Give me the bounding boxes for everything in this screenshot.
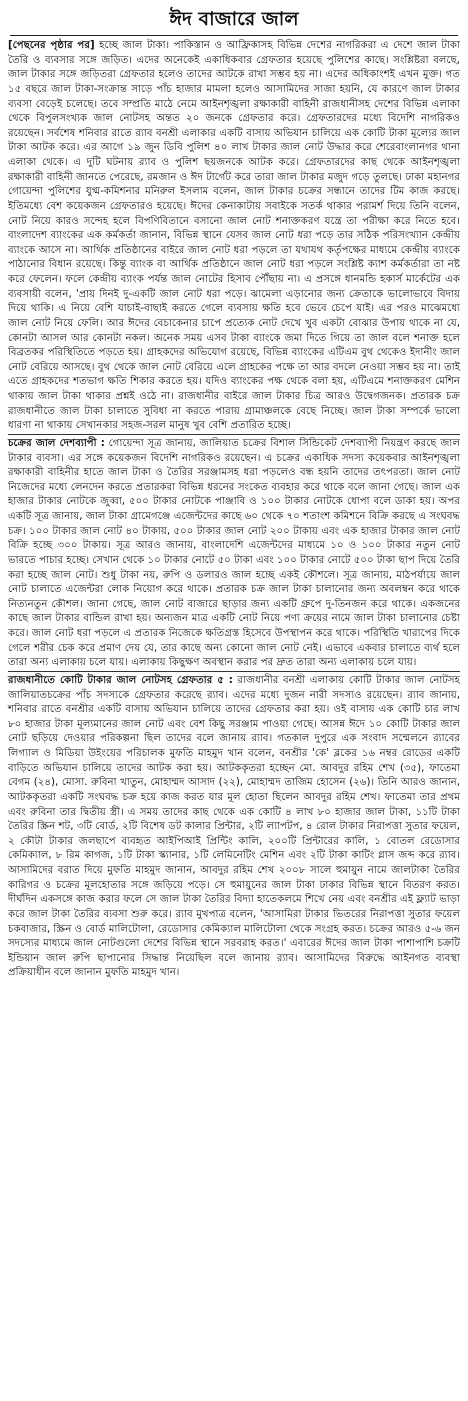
section-heading-network: চক্রের জাল দেশব্যাপী : (8, 437, 105, 449)
article-body (4, 39, 464, 981)
article-paragraph-network (8, 434, 460, 671)
section-heading-arrest: রাজধানীতে কোটি টাকার জাল নোটসহ গ্রেফতার ৫ : (8, 674, 233, 686)
paragraph-text: রাজধানীর বনশ্রী এলাকায় কোটি টাকার জাল নোটসহ জালিয়াতচক্রের পাঁচ সদস্যকে গ্রেফতার করেছে র‌্যাব। এদের মধ্যে দুজন নারী সদস্যও রয়েছেন। র‌্যাব জানায়, শনিবার রাতে বনশ্রীর একটি বাসায় অভিযান চালিয়ে তাদের গ্রেফতার করা হয়। ওই বাসায় এক কোটি চার লাখ ৮০ হাজার টাকা মূল্যমানের জাল নোট এবং বেশ কিছু সরঞ্জাম পাওয়া গেছে। আসন্ন ঈদে ১০ কোটি টাকার জাল নোট ছড়িয়ে দেওয়ার পরিকল্পনা ছিল তাদের বলে জানায় র‌্যাব। গতকাল দুপুরে এক সংবাদ সম্মেলনে র‌্যাবের লিগ্যাল ও মিডিয়া উইংয়ের পরিচালক মুফতি মাহমুদ খান বলেন, বনশ্রীর 'কে' ব্লকের ১৬ নম্বর রোডের একটি বাড়িতে অভিযান চালিয়ে তাদের আটক করা হয়। আটককৃতরা হচ্ছেন মো. আবদুর রহিম শেখ (৩৫), ফাতেমা বেগম (২৪), মোসা. রুবিনা খাতুন, মোহাম্মদ আসাদ (২২), মোহাম্মদ তাজিম হোসেন (২৬)। তিনি আরও জানান, আটককৃতরা একটি সংঘবদ্ধ চক্র হয়ে কাজ করত যার মূল হোতা ছিলেন আবদুর রহিম শেখ। ফাতেমা তার প্রথম এবং রুবিনা তার দ্বিতীয় স্ত্রী। এ সময় তাদের কাছ থেকে এক কোটি ৪ লাখ ৮০ হাজার জাল টাকা, ১১টি টাকা তৈরির স্ক্রিন শট, ৩টি বোর্ড, ২টি বিশেষ ডট কালার প্রিন্টার, ২টি ল্যাপটপ, ৪ রোল টাকার নিরাপত্তা সুতার ফয়েল, ২ কৌটা টাকার জলছাপে ব্যবহৃত আইপিআই প্রিন্টিং কালি, ২০০টি প্রিন্টারের কালি, ১ বোতল রেডোসার কেমিক্যাল, ৮ রিম কাগজ, ১টি টাকা স্ক্যানার, ১টি লেমিনেটিং মেশিন এবং ২টি টাকা কাটিং গ্লাস জব্দ করে র‌্যাব। আসামিদের বরাত দিয়ে মুফতি মাহমুদ জানান, আবদুর রহিম শেখ ২০০৮ সালে হুমায়ুন নামে জালটাকা তৈরির কারিগর ও চক্রের মূলহোতার সঙ্গে জড়িয়ে পড়ে। সে হুমায়ুনের জাল টাকা ঢাকার বিভিন্ন স্থানে বিতরণ করত। দীর্ঘদিন একসঙ্গে কাজ করার ফলে সে জাল টাকা তৈরির বিদ্যা হাতেকলমে শিখে নেয় এবং বনশ্রীর এই ফ্ল্যাট ভাড়া করে জাল টাকা তৈরির ব্যবসা শুরু করে। র‌্যাব মুখপাত্র বলেন, 'আসামিরা টাকার ভিতরের নিরাপত্তা সুতার ফয়েল চকবাজার, স্ক্রিন ও বোর্ড মালিটোলা, রেডোসার কেমিক্যাল মালিটোলা থেকে সংগ্রহ করত। চক্রের আরও ৫-৬ জন সদস্যের মাধ্যমে জাল নোটগুলো দেশের বিভিন্ন স্থানে সরবরাহ করত।' এবারের ঈদের জাল টাকা পাশাপাশি চক্রটি ইন্ডিয়ান জাল রুপি ছাপানোর সিদ্ধান্ত নিয়েছিল বলে জানায় র‌্যাব। আসামিদের বিরুদ্ধে আইনগত ব্যবস্থা প্রক্রিয়াধীন বলে জানান মুফতি মাহমুদ খান। (8, 674, 460, 979)
paragraph-text: গোয়েন্দা সূত্র জানায়, জালিয়াত চক্রের বিশাল সিন্ডিকেট দেশব্যাপী নিয়ন্ত্রণ করছে জাল টাকার ব্যবসা। এর সঙ্গে কয়েকজন বিদেশি নাগরিকও রয়েছেন। এ চক্রের একাধিক সদস্য কয়েকবার আইনশৃঙ্খলা রক্ষাকারী বাহিনীর হাতে জাল টাকা ও তৈরির সরঞ্জামসহ ধরা পড়লেও বন্ধ হয়নি তাদের তৎপরতা। জাল নোট নিজেদের মধ্যে লেনদেন করতে প্রতারকরা বিভিন্ন ধরনের সংকেত ব্যবহার করে থাকে বলে জানা গেছে। জাল এক হাজার টাকার নোটকে জুব্বা, ৫০০ টাকার নোটকে পাঞ্জাবি ও ১০০ টাকার নোটকে ধোপা বলে ডাকা হয়। অপর একটি সূত্র জানায়, জাল টাকা গ্রামেগঞ্জে এজেন্টদের কাছে ৬০ থেকে ৭০ শতাংশ কমিশনে বিক্রি করছে এ সংঘবদ্ধ চক্র। ১০০ টাকার জাল নোট ৪০ টাকায়, ৫০০ টাকার জাল নোট ২০০ টাকায় এবং এক হাজার টাকার জাল নোট বিক্রি হচ্ছে ৩০০ টাকায়। সূত্র আরও জানায়, বাংলাদেশি এজেন্টদের মাধ্যমে ১০ ও ১০০ টাকার নতুন নোট ভারতে পাচার হচ্ছে। সেখান থেকে ১০ টাকার নোটে ৫০ টাকা এবং ১০০ টাকার নোটে ৫০০ টাকা ছাপ দিয়ে তৈরি করা হচ্ছে জাল নোট। শুধু টাকা নয়, রুপি ও ডলারও জাল হচ্ছে একই কৌশলে। সূত্র জানায়, মাঠপর্যায়ে জাল নোট চালাতে এজেন্টরা লোক নিয়োগ করে থাকে। প্রতারক চক্র জাল টাকা চালানোর জন্য অবলম্বন করে থাকে নিত্যনতুন কৌশল। জানা গেছে, জাল নোট বাজারে ছাড়ার জন্য একটি গ্রুপে দু-তিনজন করে থাকে। একজনের কাছে জাল টাকার বান্ডিল রাখা হয়। অন্যজন মাত্র একটি নোট নিয়ে পণ্য ক্রয়ের নামে জাল টাকা চালানোর চেষ্টা করে। জাল নোট ধরা পড়লে এ প্রতারক নিজেকে ক্ষতিগ্রস্ত হিসেবে উপস্থাপন করে থাকে। পরিস্থিতি খারাপের দিকে গেলে শরীর চেক করে প্রমাণ দেয় যে, তার কাছে অন্য কোনো জাল নোট নেই। এভাবে একবার চালাতে ব্যর্থ হলে তারা অন্য এলাকায় চলে যায়। এলাকায় কিছুক্ষণ অবস্থান করার পর দ্রুত তারা অন্য এলাকায় চলে যায়। (8, 437, 460, 669)
article-paragraph-intro (8, 39, 460, 434)
paragraph-text: হচ্ছে জাল টাকা। পাকিস্তান ও আফ্রিকাসহ বিভিন্ন দেশের নাগরিকরা এ দেশে জাল টাকা তৈরি ও ব্যবসার সঙ্গে জড়িত। এদের অনেকেই একাধিকবার গ্রেফতার হয়েছে পুলিশের কাছে। সংশ্লিষ্টরা বলছে, জাল টাকার সঙ্গে জড়িতরা গ্রেফতার হলেও তাদের আটকে রাখা সম্ভব হয় না। এদের অধিকাংশই এখন মুক্ত। গত ১৫ বছরে জাল টাকা-সংক্রান্ত সাড়ে পাঁচ হাজার মামলা হলেও আসামিদের সাজা হয়নি, যে কারণে জাল টাকার ব্যবসা বেড়েই চলেছে। তবে সম্প্রতি মাঠে নেমে আইনশৃঙ্খলা রক্ষাকারী বাহিনী রাজধানীসহ দেশের বিভিন্ন এলাকা থেকে বিপুলসংখ্যক জাল নোটসহ অন্তত ২০ জনকে গ্রেফতার করে। গ্রেফতারদের মধ্যে বিদেশি নাগরিকও রয়েছেন। সর্বশেষ শনিবার রাতে র‌্যাব বনশ্রী এলাকার একটি বাসায় অভিযান চালিয়ে এক কোটি টাকা মূল্যের জাল টাকা আটক করে। এর আগে ১৯ জুন ডিবি পুলিশ ৪০ লাখ টাকার জাল নোট উদ্ধার করে শেরেবাংলানগর থানা এলাকা থেকে। এ দুটি ঘটনায় র‌্যাব ও পুলিশ ছয়জনকে আটক করে। গ্রেফতারদের কাছ থেকে আইনশৃঙ্খলা রক্ষাকারী বাহিনী জানতে পেরেছে, রমজান ও ঈদ টার্গেট করে তারা জাল টাকার মজুদ গড়ে তুলছে। ঢাকা মহানগর গোয়েন্দা পুলিশের যুগ্ম-কমিশনার মনিরুল ইসলাম বলেন, জাল টাকার চক্রের সন্ধানে তাদের টিম কাজ করছে। ইতিমধ্যে বেশ কয়েকজন গ্রেফতারও হয়েছে। ঈদের কেনাকাটায় সবাইকে সতর্ক থাকার পরামর্শ দিয়ে তিনি বলেন, নোট নিয়ে কারও সন্দেহ হলে বিপণিবিতানে বসানো জাল নোট শনাক্তকরণ যন্ত্রে তা পরীক্ষা করে নিতে হবে। বাংলাদেশ ব্যাংকের এক কর্মকর্তা জানান, বিভিন্ন স্থানে যেসব জাল নোট ধরা পড়ে তার সঠিক পরিসংখ্যান কেন্দ্রীয় ব্যাংকে আসে না। আর্থিক প্রতিষ্ঠানের বাইরে জাল নোট ধরা পড়লে তা যথাযথ কর্তৃপক্ষের মাধ্যমে কেন্দ্রীয় ব্যাংকে পাঠানোর বিধান রয়েছে। কিন্তু ব্যাংক বা আর্থিক প্রতিষ্ঠানে জাল নোট ধরা পড়লে সংশ্লিষ্ট ক্যাশ কর্মকর্তারা তা নষ্ট করে ফেলেন। ফলে কেন্দ্রীয় ব্যাংক পর্যন্ত জাল নোটের হিসাব পৌঁছায় না। এ প্রসঙ্গে ধানমন্ডি হকার্স মার্কেটের এক ব্যবসায়ী বলেন, 'প্রায় দিনই দু-একটি জাল নোট ধরা পড়ে। ঝামেলা এড়ানোর জন্য ক্রেতাকে ভালোভাবে বিদায় দিয়ে থাকি। এ নিয়ে বেশি যাচাই-বাছাই করতে গেলে ব্যবসায় ক্ষতি হবে ভেবে চেপে যাই। এর পরও মাঝেমধ্যে জাল নোট নিয়ে ফেলি। আর ঈদের বেচাকেনার চাপে প্রত্যেক নোট দেখে খুব একটা বোঝার উপায় থাকে না যে, কোনটা আসল আর কোনটা নকল। অনেক সময় এসব টাকা ব্যাংকে জমা দিতে গিয়ে তা জাল বলে শনাক্ত হলে বিব্রতকর পরিস্থিতিতে পড়তে হয়। গ্রাহকদের অভিযোগ রয়েছে, বিভিন্ন ব্যাংকের এটিএম বুথ থেকেও ইদানীং জাল নোট বেরিয়ে আসছে। বুথ থেকে জাল নোট বেরিয়ে এলে গ্রাহকের পক্ষে তা আর বদলে নেওয়া সম্ভব হয় না। তাই এতে গ্রাহকদের শতভাগ ক্ষতি শিকার করতে হয়। যদিও ব্যাংকের পক্ষ থেকে বলা হয়, এটিএমে শনাক্তকরণ মেশিন থাকায় জাল টাকা থাকার প্রশ্নই ওঠে না। রাজধানীর বাইরে জাল টাকার চিত্র আরও উদ্বেগজনক। প্রতারক চক্র রাজধানীতে জাল টাকা চালাতে সুবিধা না করতে পারায় গ্রামাঞ্চলকে বেছে নিচ্ছে। জাল টাকা সম্পর্কে ভালো ধারণা না থাকায় সেখানকার সহজ-সরল মানুষ খুব বেশি প্রতারিত হচ্ছে। (8, 40, 460, 432)
paragraph-lead: [পেছনের পৃষ্ঠার পর] (8, 40, 95, 51)
article-paragraph-arrest (8, 671, 460, 981)
newspaper-clipping (4, 0, 464, 981)
headline: ঈদ বাজারে জাল (10, 6, 458, 36)
